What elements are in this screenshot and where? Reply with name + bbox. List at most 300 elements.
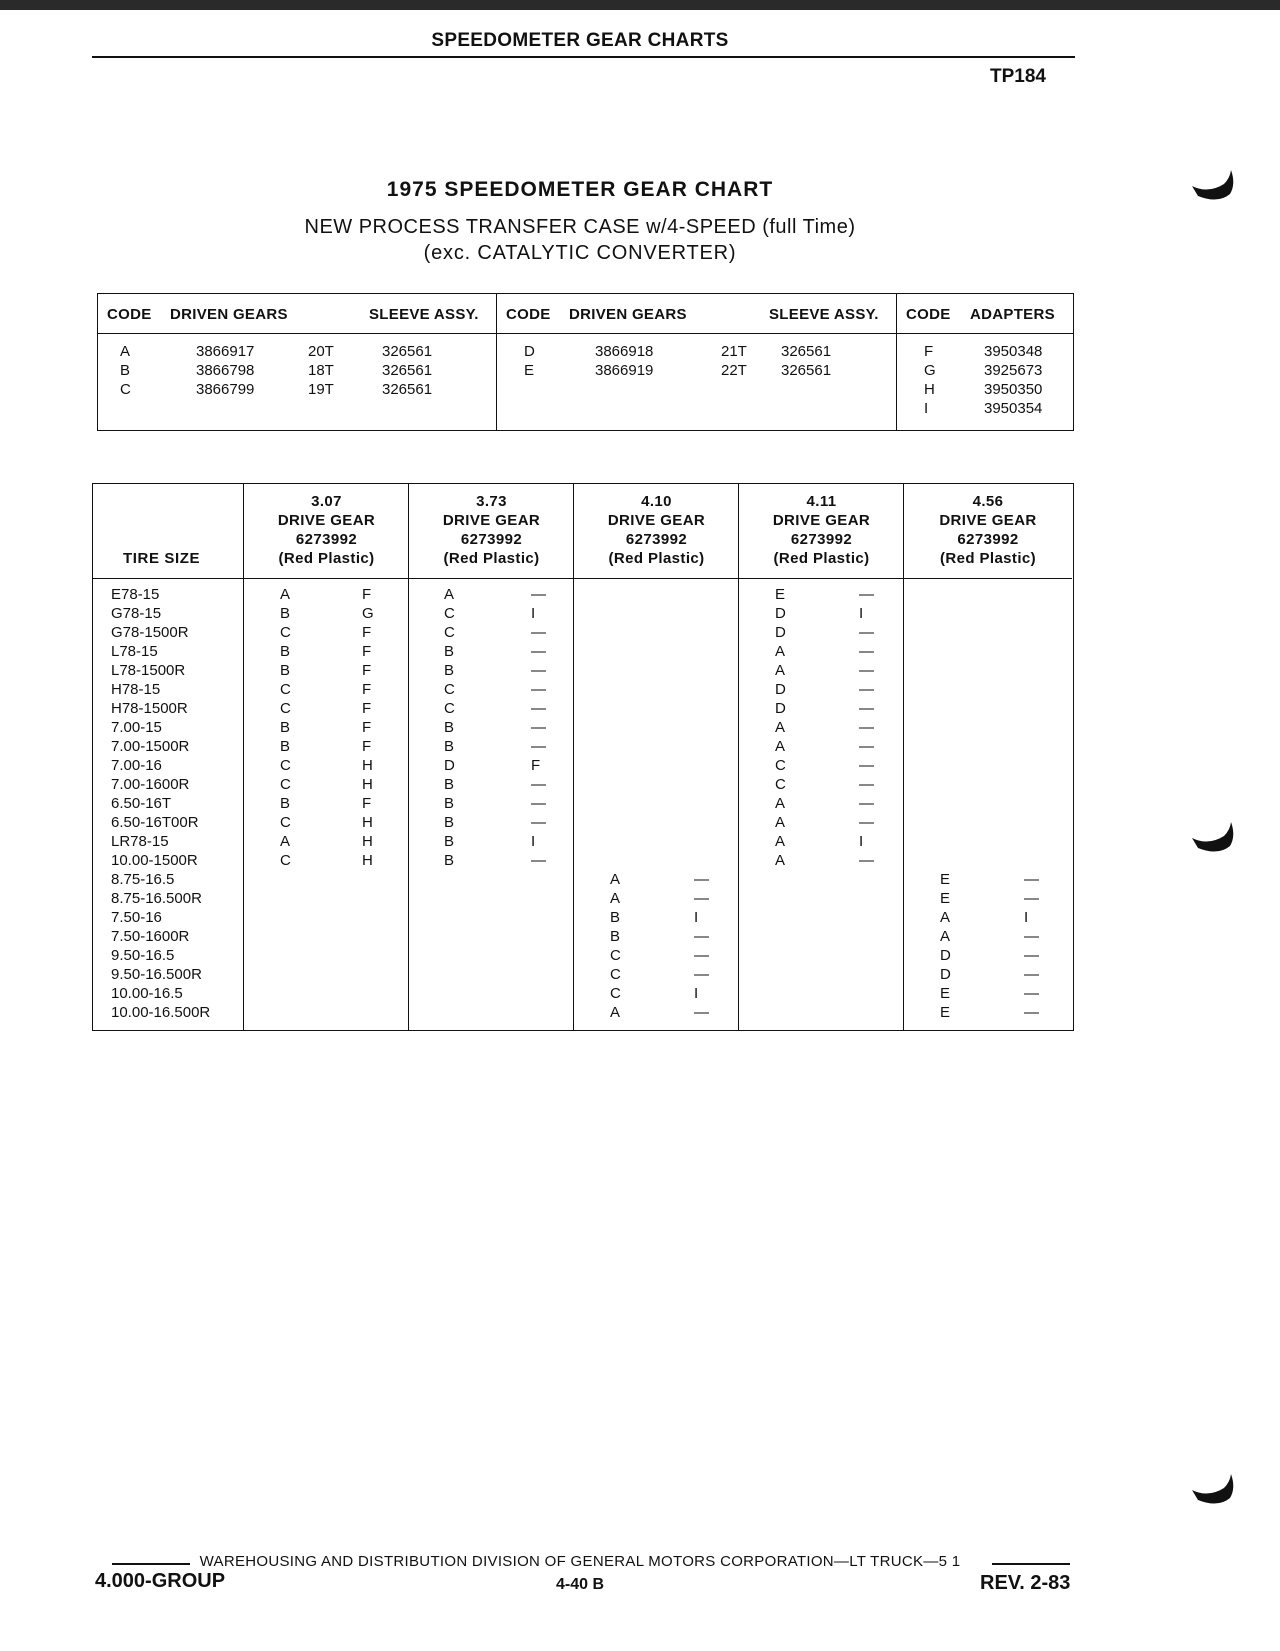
tire-size-cell: 8.75-16.5 <box>111 871 175 888</box>
table-row <box>409 814 574 833</box>
ratio-column-4-56 <box>903 484 1072 1030</box>
table-row <box>244 1004 409 1023</box>
table-row <box>244 985 409 1004</box>
table-row <box>244 871 409 890</box>
table-row <box>409 776 574 795</box>
code-cell-teeth: 19T <box>308 381 334 398</box>
table-row <box>739 643 904 662</box>
table-row <box>93 586 243 605</box>
table-row <box>93 605 243 624</box>
driven-gear-code-cell: C <box>444 681 455 698</box>
sleeve-header: SLEEVE ASSY. <box>769 306 879 323</box>
ratio-header: 3.07 DRIVE GEAR 6273992 (Red Plastic) <box>244 484 409 579</box>
code-cell-sleeve: 326561 <box>382 343 433 360</box>
table-row <box>244 852 409 871</box>
code-cell-sleeve: 326561 <box>382 381 433 398</box>
driven-gear-code-cell: B <box>444 795 455 812</box>
code-cell-part: 3950348 <box>984 343 1043 360</box>
ratio-header: 4.11 DRIVE GEAR 6273992 (Red Plastic) <box>739 484 904 579</box>
driven-gear-code-cell: C <box>280 700 291 717</box>
tire-size-cell: H78-1500R <box>111 700 188 717</box>
adapter-code-cell: — <box>694 928 709 945</box>
table-row <box>904 871 1072 890</box>
table-row <box>574 643 739 662</box>
table-row <box>904 947 1072 966</box>
adapter-code-cell: — <box>531 662 546 679</box>
table-row <box>904 966 1072 985</box>
table-row <box>574 1004 739 1023</box>
tire-size-cell: 10.00-16.5 <box>111 985 183 1002</box>
driven-gear-code-cell: C <box>280 681 291 698</box>
driven-gear-code-cell: D <box>940 947 951 964</box>
code-cell-code: A <box>120 343 131 360</box>
tire-size-cell: LR78-15 <box>111 833 169 850</box>
chart-subtitle: NEW PROCESS TRANSFER CASE w/4-SPEED (full Time) <box>304 216 856 238</box>
driven-gear-code-cell: B <box>280 795 291 812</box>
table-row <box>574 757 739 776</box>
table-row <box>574 928 739 947</box>
table-row <box>904 814 1072 833</box>
driven-gear-code-cell: B <box>280 719 291 736</box>
code-cell-part: 3866917 <box>196 343 255 360</box>
driven-gear-code-cell: B <box>444 719 455 736</box>
table-row <box>244 795 409 814</box>
table-row <box>904 795 1072 814</box>
table-row <box>904 662 1072 681</box>
table-row <box>93 738 243 757</box>
driven-gear-code-cell: D <box>775 700 786 717</box>
table-row <box>574 833 739 852</box>
driven-gear-code-cell: A <box>775 814 786 831</box>
table-row <box>739 662 904 681</box>
code-cell-code: C <box>120 381 131 398</box>
driven-gear-code-cell: C <box>280 757 291 774</box>
ratio-column-4-10 <box>573 484 739 1030</box>
table-row <box>574 662 739 681</box>
code-cell-code: F <box>924 343 934 360</box>
adapter-code-cell: — <box>531 776 546 793</box>
code-cell-code: B <box>120 362 131 379</box>
table-row <box>409 852 574 871</box>
table-row <box>409 681 574 700</box>
adapter-code-cell: — <box>531 719 546 736</box>
table-row <box>93 681 243 700</box>
table-row <box>904 890 1072 909</box>
table-row <box>244 605 409 624</box>
driven-gear-code-cell: B <box>444 776 455 793</box>
table-row <box>409 719 574 738</box>
sleeve-header: SLEEVE ASSY. <box>369 306 479 323</box>
table-row <box>574 890 739 909</box>
driven-gear-code-cell: C <box>280 814 291 831</box>
adapter-code-cell: — <box>859 643 874 660</box>
table-row <box>93 814 243 833</box>
driven-gear-code-cell: A <box>610 890 621 907</box>
table-row <box>244 966 409 985</box>
table-row <box>904 985 1072 1004</box>
table-row <box>93 947 243 966</box>
driven-gear-code-cell: A <box>610 871 621 888</box>
tire-size-cell: 10.00-16.500R <box>111 1004 211 1021</box>
code-header: CODE <box>107 306 152 323</box>
driven-gear-code-cell: C <box>444 624 455 641</box>
table-row <box>574 700 739 719</box>
table-row <box>574 966 739 985</box>
driven-gear-code-cell: E <box>775 586 786 603</box>
page-header-title: SPEEDOMETER GEAR CHARTS <box>431 30 729 51</box>
tire-size-column <box>93 484 243 1030</box>
driven-gear-code-cell: A <box>775 662 786 679</box>
ratio-column-4-11 <box>738 484 904 1030</box>
code-rows-middle <box>497 343 897 381</box>
tire-size-cell: 10.00-1500R <box>111 852 198 869</box>
table-row <box>244 624 409 643</box>
adapter-code-cell: — <box>531 852 546 869</box>
code-table-header <box>497 294 897 334</box>
driven-gear-code-cell: D <box>775 681 786 698</box>
adapter-code-cell: — <box>859 681 874 698</box>
driven-gear-code-cell: C <box>444 700 455 717</box>
driven-gear-code-cell: B <box>444 833 455 850</box>
ratio-column-3-73 <box>408 484 574 1030</box>
table-row <box>904 1004 1072 1023</box>
code-header: CODE <box>506 306 551 323</box>
adapter-code-cell: — <box>531 814 546 831</box>
table-row <box>93 871 243 890</box>
table-row <box>739 700 904 719</box>
table-row <box>574 947 739 966</box>
code-cell-sleeve: 326561 <box>382 362 433 379</box>
chart-title: 1975 SPEEDOMETER GEAR CHART <box>386 178 774 201</box>
adapter-code-cell: F <box>362 681 372 698</box>
table-row <box>739 681 904 700</box>
driven-gear-code-cell: A <box>775 738 786 755</box>
adapter-code-cell: — <box>694 890 709 907</box>
tire-size-header: TIRE SIZE <box>123 550 201 567</box>
tire-size-cell: 9.50-16.5 <box>111 947 175 964</box>
table-row <box>739 833 904 852</box>
table-row <box>244 833 409 852</box>
table-row <box>409 795 574 814</box>
table-row <box>244 814 409 833</box>
table-row <box>409 605 574 624</box>
adapter-code-cell: — <box>859 700 874 717</box>
ratio-header: 3.73 DRIVE GEAR 6273992 (Red Plastic) <box>409 484 574 579</box>
driven-gear-code-cell: A <box>610 1004 621 1021</box>
driven-gear-code-cell: B <box>280 605 291 622</box>
tire-size-cell: L78-15 <box>111 643 158 660</box>
adapter-code-cell: H <box>362 814 373 831</box>
adapter-code-cell: — <box>859 738 874 755</box>
table-row <box>739 719 904 738</box>
driven-gear-code-cell: B <box>444 643 455 660</box>
table-row <box>409 890 574 909</box>
driven-gear-code-cell: C <box>610 947 621 964</box>
table-row <box>574 985 739 1004</box>
table-row <box>739 947 904 966</box>
table-row <box>739 909 904 928</box>
code-cell-part: 3866918 <box>595 343 654 360</box>
table-row <box>904 700 1072 719</box>
table-row <box>409 947 574 966</box>
table-row <box>409 833 574 852</box>
code-row <box>897 400 1073 419</box>
adapter-code-cell: — <box>859 814 874 831</box>
table-row <box>409 985 574 1004</box>
adapter-code-cell: I <box>1024 909 1029 926</box>
adapter-code-cell: — <box>1024 871 1039 888</box>
table-row <box>739 757 904 776</box>
table-row <box>574 586 739 605</box>
table-row <box>904 909 1072 928</box>
adapter-code-cell: — <box>1024 928 1039 945</box>
table-row <box>409 738 574 757</box>
adapter-code-cell: — <box>694 966 709 983</box>
tire-size-cell: L78-1500R <box>111 662 186 679</box>
adapter-code-cell: — <box>531 643 546 660</box>
ratio-header: 4.10 DRIVE GEAR 6273992 (Red Plastic) <box>574 484 739 579</box>
tire-size-cell: 7.00-1600R <box>111 776 190 793</box>
driven-gear-code-cell: C <box>610 985 621 1002</box>
code-cell-teeth: 22T <box>721 362 747 379</box>
code-cell-teeth: 21T <box>721 343 747 360</box>
table-row <box>93 776 243 795</box>
binder-punch-hole-icon <box>1190 820 1238 856</box>
adapter-code-cell: — <box>531 624 546 641</box>
table-row <box>574 719 739 738</box>
table-row <box>739 605 904 624</box>
table-row <box>244 757 409 776</box>
header-rule <box>92 56 1075 58</box>
code-rows-adapters <box>897 343 1073 419</box>
table-row <box>409 928 574 947</box>
code-cell-sleeve: 326561 <box>781 362 832 379</box>
adapter-code-cell: — <box>859 776 874 793</box>
driven-gear-code-cell: A <box>280 586 291 603</box>
driven-gear-code-cell: E <box>940 1004 951 1021</box>
table-row <box>904 833 1072 852</box>
table-row <box>574 624 739 643</box>
driven-gear-code-cell: B <box>444 738 455 755</box>
table-row <box>409 966 574 985</box>
adapter-code-cell: I <box>694 985 699 1002</box>
adapter-code-cell: — <box>1024 890 1039 907</box>
document-id: TP184 <box>990 66 1046 87</box>
table-row <box>93 757 243 776</box>
driven-gear-code-cell: C <box>280 852 291 869</box>
driven-gear-code-cell: E <box>940 985 951 1002</box>
adapter-code-cell: — <box>859 719 874 736</box>
table-row <box>244 890 409 909</box>
driven-gear-code-cell: E <box>940 871 951 888</box>
binder-punch-hole-icon <box>1190 1472 1238 1508</box>
adapter-code-cell: H <box>362 833 373 850</box>
table-row <box>409 643 574 662</box>
table-row <box>574 795 739 814</box>
driven-gear-code-cell: B <box>444 852 455 869</box>
adapter-code-cell: — <box>859 624 874 641</box>
table-row <box>244 947 409 966</box>
table-row <box>244 643 409 662</box>
adapter-code-cell: — <box>1024 947 1039 964</box>
code-cell-part: 3866798 <box>196 362 255 379</box>
table-row <box>93 643 243 662</box>
code-cell-code: H <box>924 381 935 398</box>
driven-gear-code-cell: D <box>775 605 786 622</box>
driven-gear-code-cell: C <box>775 757 786 774</box>
adapter-code-cell: — <box>859 586 874 603</box>
table-row <box>93 985 243 1004</box>
table-row <box>244 662 409 681</box>
table-row <box>739 586 904 605</box>
adapter-code-cell: — <box>531 738 546 755</box>
table-row <box>409 871 574 890</box>
code-cell-teeth: 18T <box>308 362 334 379</box>
table-row <box>93 890 243 909</box>
tire-size-cell: 7.50-1600R <box>111 928 190 945</box>
table-row <box>574 776 739 795</box>
table-row <box>93 624 243 643</box>
code-row <box>897 381 1073 400</box>
code-header: CODE <box>906 306 951 323</box>
table-row <box>244 738 409 757</box>
driven-gear-code-cell: A <box>940 909 951 926</box>
driven-gears-header: DRIVEN GEARS <box>170 306 288 323</box>
code-cell-part: 3950350 <box>984 381 1043 398</box>
adapter-code-cell: H <box>362 757 373 774</box>
driven-gear-code-cell: B <box>610 909 621 926</box>
table-row <box>244 719 409 738</box>
driven-gear-code-cell: B <box>444 814 455 831</box>
driven-gear-code-cell: C <box>444 605 455 622</box>
table-row <box>244 909 409 928</box>
driven-gear-code-cell: C <box>775 776 786 793</box>
adapter-code-cell: — <box>531 586 546 603</box>
code-row <box>98 343 496 362</box>
driven-gear-code-cell: C <box>280 776 291 793</box>
table-row <box>739 1004 904 1023</box>
tire-size-cell: H78-15 <box>111 681 161 698</box>
adapter-code-cell: F <box>362 586 372 603</box>
driven-gear-code-cell: A <box>775 795 786 812</box>
code-cell-code: E <box>524 362 535 379</box>
table-row <box>739 852 904 871</box>
table-row <box>739 966 904 985</box>
adapter-code-cell: F <box>362 719 372 736</box>
driven-gear-code-cell: C <box>610 966 621 983</box>
code-table-header <box>897 294 1073 334</box>
driven-gear-code-cell: D <box>940 966 951 983</box>
driven-gear-code-cell: B <box>280 738 291 755</box>
adapter-code-cell: — <box>694 1004 709 1021</box>
code-cell-part: 3866799 <box>196 381 255 398</box>
driven-gear-code-cell: A <box>775 852 786 869</box>
adapter-code-cell: I <box>531 605 536 622</box>
adapter-code-cell: — <box>531 700 546 717</box>
driven-gear-code-cell: C <box>280 624 291 641</box>
adapter-code-cell: — <box>531 681 546 698</box>
driven-gear-code-cell: B <box>280 662 291 679</box>
code-cell-part: 3950354 <box>984 400 1043 417</box>
speedometer-gear-table <box>92 483 1074 1031</box>
driven-gear-code-cell: A <box>775 833 786 850</box>
driven-gear-code-cell: D <box>444 757 455 774</box>
table-row <box>409 1004 574 1023</box>
adapter-code-cell: I <box>694 909 699 926</box>
table-row <box>574 738 739 757</box>
table-row <box>904 776 1072 795</box>
driven-gears-header: DRIVEN GEARS <box>569 306 687 323</box>
table-row <box>904 643 1072 662</box>
table-row <box>739 776 904 795</box>
driven-gear-code-cell: A <box>775 643 786 660</box>
table-row <box>904 624 1072 643</box>
driven-gear-code-cell: B <box>610 928 621 945</box>
code-table-section-adapters <box>896 294 1073 430</box>
driven-gear-code-cell: A <box>940 928 951 945</box>
footer-group: 4.000-GROUP <box>95 1570 226 1592</box>
table-row <box>93 795 243 814</box>
adapter-code-cell: H <box>362 776 373 793</box>
chart-subtitle-exclusion: (exc. CATALYTIC CONVERTER) <box>423 242 737 264</box>
gear-code-table <box>97 293 1074 431</box>
table-row <box>93 662 243 681</box>
table-row <box>244 776 409 795</box>
table-row <box>739 985 904 1004</box>
table-row <box>244 700 409 719</box>
code-cell-sleeve: 326561 <box>781 343 832 360</box>
table-row <box>93 1004 243 1023</box>
table-row <box>574 871 739 890</box>
table-row <box>904 605 1072 624</box>
driven-gear-code-cell: B <box>444 662 455 679</box>
adapter-code-cell: — <box>859 852 874 869</box>
tire-size-cell: 9.50-16.500R <box>111 966 202 983</box>
table-row <box>904 757 1072 776</box>
footer-revision: REV. 2-83 <box>980 1572 1071 1594</box>
table-row <box>904 852 1072 871</box>
tire-size-cell: 7.00-15 <box>111 719 162 736</box>
binder-punch-hole-icon <box>1190 168 1238 204</box>
tire-size-cell: E78-15 <box>111 586 160 603</box>
tire-size-cell: G78-1500R <box>111 624 189 641</box>
adapter-code-cell: — <box>859 757 874 774</box>
code-table-section-d-e <box>496 294 897 430</box>
ratio-column-3-07 <box>243 484 409 1030</box>
table-row <box>904 928 1072 947</box>
code-cell-teeth: 20T <box>308 343 334 360</box>
top-edge-bar <box>0 0 1280 10</box>
code-table-header <box>98 294 496 334</box>
table-row <box>409 624 574 643</box>
adapter-code-cell: I <box>531 833 536 850</box>
adapter-code-cell: I <box>859 605 864 622</box>
code-row <box>497 343 897 362</box>
code-row <box>897 362 1073 381</box>
footer-page-number: 4-40 B <box>555 1576 605 1593</box>
table-row <box>409 909 574 928</box>
table-row <box>739 624 904 643</box>
table-row <box>739 738 904 757</box>
table-row <box>409 662 574 681</box>
table-row <box>244 586 409 605</box>
tire-size-cell: 7.50-16 <box>111 909 162 926</box>
table-row <box>739 795 904 814</box>
driven-gear-code-cell: A <box>280 833 291 850</box>
adapter-code-cell: — <box>694 871 709 888</box>
ratio-header: 4.56 DRIVE GEAR 6273992 (Red Plastic) <box>904 484 1072 579</box>
table-row <box>93 852 243 871</box>
